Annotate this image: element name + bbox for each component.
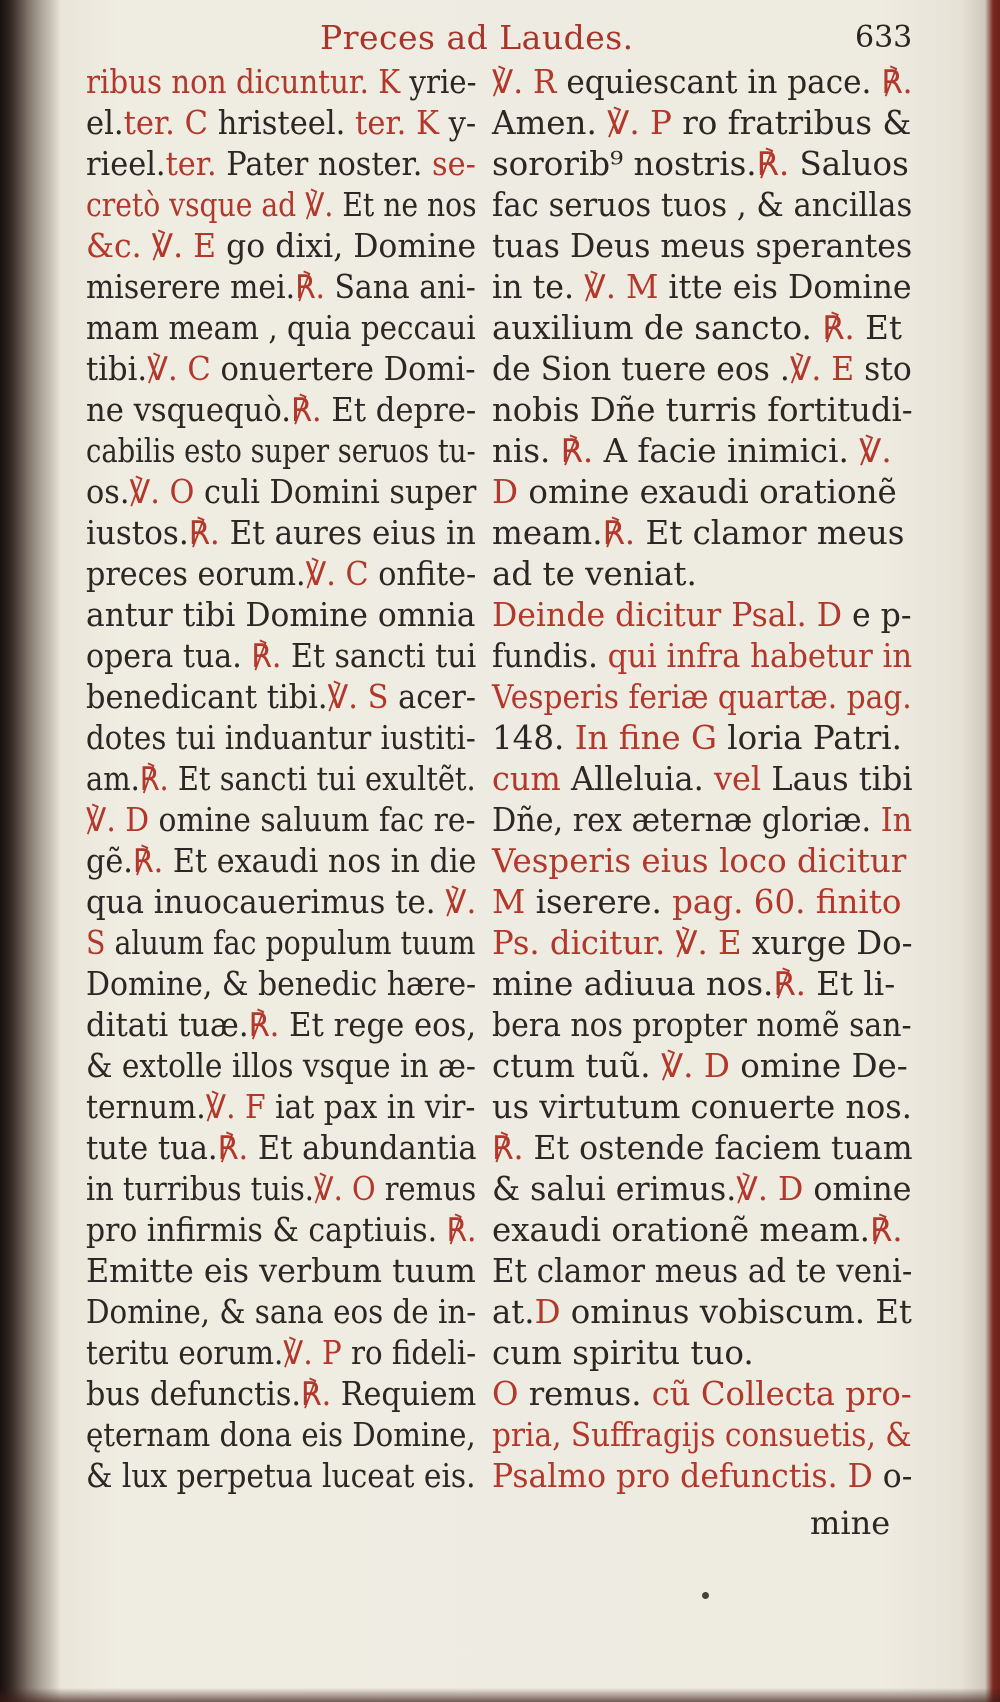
right-text-column (492, 62, 912, 1497)
text-line (492, 226, 913, 267)
text-line (86, 718, 476, 759)
body-text: onfite- (368, 555, 477, 593)
body-text: auxilium de sancto. (492, 309, 823, 347)
body-text: gẽ. (86, 842, 133, 880)
text-line (492, 1046, 912, 1087)
text-line (86, 882, 477, 923)
body-text: aluum fac populum tuum (105, 924, 476, 962)
text-line (86, 759, 476, 800)
body-text: cabilis esto super seruos tu- (86, 432, 476, 470)
rubric-text: ℟. (248, 1006, 280, 1044)
body-text: & extolle illos vsque in æ- (86, 1047, 476, 1085)
body-text: fac seruos tuos , & ancillas (492, 186, 913, 224)
body-text: ominus vobiscum. Et (560, 1293, 912, 1331)
rubric-text: K (416, 104, 439, 142)
rubric-text: ℣. O (313, 1170, 376, 1208)
rubric-text: ℣. C (305, 555, 369, 593)
text-line (86, 1210, 477, 1251)
text-line (86, 267, 476, 308)
text-line (86, 1169, 477, 1210)
rubric-text: O (492, 1375, 519, 1413)
text-line (492, 841, 912, 882)
body-text: sto (854, 350, 912, 388)
body-text: Laus tibi (761, 760, 913, 798)
text-line (492, 800, 913, 841)
body-text: tute tua. (86, 1129, 218, 1167)
text-line (492, 923, 913, 964)
rubric-text: cum (492, 760, 561, 798)
body-text: remus. (518, 1375, 642, 1413)
rubric-text: ℟. (756, 145, 790, 183)
text-line (492, 1333, 912, 1374)
text-line (86, 431, 476, 472)
body-text: dotes tui induantur iustiti- (86, 719, 476, 757)
text-line (86, 1333, 477, 1374)
ink-speck (702, 1592, 709, 1599)
text-line (492, 1005, 912, 1046)
body-text: 148. (492, 719, 575, 757)
body-text: sororib⁹ nostris. (492, 145, 757, 183)
body-text: y- (438, 104, 477, 142)
text-line (492, 1210, 912, 1251)
rubric-text: qui infra habetur in (607, 637, 913, 675)
text-line (86, 1046, 476, 1087)
rubric-text: ℟. (602, 514, 636, 552)
body-text: ternum. (86, 1088, 206, 1126)
body-text: rieel. (86, 145, 166, 183)
body-text: Et ostende faciem tuam (523, 1129, 913, 1167)
body-text: remus (375, 1170, 477, 1208)
body-text: mine adiuua nos. (492, 965, 774, 1003)
body-text: ditati tuæ. (86, 1006, 249, 1044)
rubric-text: ℣. R (492, 63, 557, 101)
rubric-text: se- (432, 145, 476, 183)
rubric-text: Vesperis feriæ quartæ. pag. (492, 678, 912, 716)
catchword: mine (810, 1504, 891, 1542)
body-text: pro infirmis & captiuis. (86, 1211, 447, 1249)
rubric-text: D (492, 473, 519, 511)
text-line (86, 1087, 476, 1128)
text-line (86, 390, 477, 431)
body-text: Et abundantia (248, 1129, 477, 1167)
body-text: omine saluum fac re- (149, 801, 476, 839)
body-text: am. (86, 760, 140, 798)
body-text: acer- (388, 678, 477, 716)
body-text: tuas Deus meus sperantes (492, 227, 913, 265)
body-text: ctum tuũ. (492, 1047, 661, 1085)
text-line (86, 103, 477, 144)
page-bottom-edge (0, 1688, 1000, 1702)
body-text: Domine, & benedic hære- (86, 965, 477, 1003)
text-line (492, 144, 912, 185)
body-text: Dñe, rex æternæ gloriæ. (492, 801, 881, 839)
text-line (86, 554, 477, 595)
body-text: hristeel. (207, 104, 356, 142)
body-text: bus defunctis. (86, 1375, 301, 1413)
rubric-text: In fine G (574, 719, 717, 757)
text-line (86, 595, 476, 636)
text-line (492, 1456, 913, 1497)
rubric-text: ℣. D (660, 1047, 730, 1085)
text-line (86, 62, 477, 103)
text-line (86, 226, 477, 267)
body-text: ro fratribus & (671, 104, 912, 142)
body-text: culi Domini super (194, 473, 477, 511)
body-text: exaudi orationẽ meam. (492, 1211, 870, 1249)
body-text: Et (854, 309, 902, 347)
text-line (492, 431, 912, 472)
body-text: opera tua. (86, 637, 252, 675)
body-text: Emitte eis verbum tuum (86, 1252, 476, 1290)
rubric-text: ℟. (881, 63, 913, 101)
body-text: benedicant tibi. (86, 678, 328, 716)
rubric-text: ℟. (300, 1375, 332, 1413)
body-text: nobis Dñe turris fortitudi- (492, 391, 913, 429)
rubric-text: ℟. (773, 965, 806, 1003)
body-text: Et rege eos, (279, 1006, 477, 1044)
body-text: yrie- (400, 63, 477, 101)
rubric-text: ℟. (188, 514, 220, 552)
rubric-text: ℟. (217, 1129, 249, 1167)
body-text: & salui erimus. (492, 1170, 737, 1208)
text-line (492, 1251, 913, 1292)
running-title: Preces ad Laudes. (320, 18, 634, 57)
body-text: iustos. (86, 514, 189, 552)
body-text: e p- (841, 596, 912, 634)
rubric-text: ℟. (822, 309, 855, 347)
body-text: Pater noster. (216, 145, 433, 183)
text-line (86, 349, 476, 390)
rubric-text: Ps. dicitur. ℣. E (492, 924, 742, 962)
body-text: Et ne nos (333, 186, 477, 224)
rubric-text: ribus non dicuntur. K (86, 63, 401, 101)
text-line (86, 144, 476, 185)
body-text: de Sion tuere eos . (492, 350, 790, 388)
text-line (492, 554, 912, 595)
body-text: os. (86, 473, 130, 511)
text-line (86, 1456, 476, 1497)
rubric-text: vel (713, 760, 762, 798)
body-text: Amen. (492, 104, 608, 142)
text-line (492, 390, 913, 431)
text-line (492, 1292, 910, 1333)
rubric-text: In (880, 801, 913, 839)
text-line (492, 677, 912, 718)
rubric-text: Deinde dicitur Psal. D (492, 596, 842, 634)
rubric-text: ℟. (139, 760, 169, 798)
text-line (492, 267, 912, 308)
body-text: Et exaudi nos in die (163, 842, 477, 880)
body-text: Et sancti tui exultẽt. (168, 760, 476, 798)
text-line (492, 1169, 912, 1210)
body-text: Sana ani- (325, 268, 476, 306)
text-line (492, 472, 912, 513)
text-line (492, 1128, 913, 1169)
rubric-text: ℟. (251, 637, 282, 675)
rubric-text: ℣. E (789, 350, 855, 388)
body-text: Alleluia. (560, 760, 714, 798)
body-text: go dixi, Domine (216, 227, 477, 265)
rubric-text: ℣. M (584, 268, 659, 306)
body-text: loria Patri. (716, 719, 902, 757)
text-line (492, 349, 912, 390)
text-line (86, 800, 476, 841)
text-line (492, 718, 912, 759)
text-line (492, 62, 913, 103)
rubric-text: ℟. (132, 842, 164, 880)
rubric-text: Vesperis eius loco dicitur (492, 842, 907, 880)
body-text: antur tibi Domine omnia (86, 596, 476, 634)
text-line (86, 1415, 476, 1456)
body-text: omine (803, 1170, 912, 1208)
rubric-text: ℣. C (147, 350, 211, 388)
text-line (492, 308, 912, 349)
rubric-text: &c. ℣. E (86, 227, 217, 265)
rubric-text: ℣. D (736, 1170, 804, 1208)
body-text: Et sancti tui (281, 637, 477, 675)
rubric-text: ℣. O (129, 473, 195, 511)
rubric-text: ℟. (869, 1211, 903, 1249)
text-line (492, 595, 912, 636)
rubric-text: ℣. P (607, 104, 672, 142)
left-text-column (86, 62, 476, 1497)
body-text: us virtutum conuerte nos. (492, 1088, 912, 1126)
text-line (492, 882, 912, 923)
body-text: miserere mei. (86, 268, 296, 306)
body-text: Et depre- (321, 391, 477, 429)
rubric-text: cũ Collecta pro- (641, 1375, 912, 1413)
rubric-text: ℟. (295, 268, 326, 306)
body-text: tibi. (86, 350, 148, 388)
body-text: meam. (492, 514, 603, 552)
rubric-text: D (534, 1293, 561, 1331)
rubric-text: M (492, 883, 526, 921)
rubric-text: ℣. D (86, 801, 150, 839)
body-text: ęternam dona eis Domine, (86, 1416, 476, 1454)
body-text: omine exaudi orationẽ (518, 473, 897, 511)
text-line (86, 1128, 477, 1169)
text-line (492, 964, 912, 1005)
body-text: Domine, & sana eos de in- (86, 1293, 477, 1331)
body-text: itte eis Domine (658, 268, 912, 306)
body-text: qua inuocauerimus te. (86, 883, 446, 921)
body-text: ad te veniat. (492, 555, 697, 593)
rubric-text: ℣. P (283, 1334, 342, 1372)
body-text: & lux perpetua luceat eis. (86, 1457, 476, 1495)
binding-gutter-shadow (0, 0, 62, 1702)
text-line (86, 308, 476, 349)
rubric-text: ℣. (859, 432, 892, 470)
rubric-text: C (184, 104, 208, 142)
body-text: mam meam , quia peccaui (86, 309, 476, 347)
body-text: bera nos propter nomẽ san- (492, 1006, 912, 1044)
body-text: xurge Do- (741, 924, 913, 962)
body-text: Saluos (789, 145, 909, 183)
rubric-text: ℟. (560, 432, 594, 470)
body-text: Et li- (805, 965, 896, 1003)
text-line (86, 1251, 476, 1292)
body-text: fundis. (492, 637, 608, 675)
rubric-text: Psalmo pro defunctis. D (492, 1457, 873, 1495)
text-line (86, 1005, 477, 1046)
text-line (492, 1087, 912, 1128)
text-line (86, 513, 476, 554)
page-number: 633 (855, 20, 913, 55)
text-line (86, 677, 477, 718)
body-text: o- (872, 1457, 913, 1495)
body-text: in turribus tuis. (86, 1170, 314, 1208)
body-text: Requiem (331, 1375, 477, 1413)
text-line (86, 472, 477, 513)
body-text: teritu eorum. (86, 1334, 284, 1372)
body-text: Et clamor meus ad te veni- (492, 1252, 913, 1290)
body-text: Et clamor meus (635, 514, 905, 552)
rubric-text: ℟. (446, 1211, 477, 1249)
body-text: onuertere Domi- (210, 350, 476, 388)
rubric-text: ℟. (492, 1129, 524, 1167)
body-text: iat pax in vir- (265, 1088, 476, 1126)
body-text: Et aures eius in (219, 514, 476, 552)
text-line (492, 185, 913, 226)
text-line (86, 923, 476, 964)
page-header (0, 14, 1000, 60)
rubric-text: ter. (165, 145, 217, 183)
rubric-text: ℟. (290, 391, 322, 429)
body-text: nis. (492, 432, 561, 470)
body-text: A facie inimici. (593, 432, 860, 470)
body-text: ro fideli- (341, 1334, 477, 1372)
rubric-text: pria, Suffragijs consuetis, & (492, 1416, 912, 1454)
rubric-text: ter. (355, 104, 417, 142)
text-line (492, 1374, 912, 1415)
text-line (86, 185, 477, 226)
body-text: in te. (492, 268, 585, 306)
body-text: el. (86, 104, 124, 142)
rubric-text: ℣. S (327, 678, 389, 716)
text-line (86, 964, 477, 1005)
rubric-text: ℣. (445, 883, 477, 921)
text-line (86, 1374, 477, 1415)
body-text: at. (492, 1293, 535, 1331)
rubric-text: pag. 60. finito (672, 883, 902, 921)
text-line (86, 636, 477, 677)
text-line (492, 1415, 912, 1456)
rubric-text: ℣. F (205, 1088, 266, 1126)
body-text: omine De- (729, 1047, 908, 1085)
rubric-text: ter. (123, 104, 185, 142)
body-text: cum spiritu tuo. (492, 1334, 754, 1372)
text-line (492, 103, 912, 144)
body-text: equiescant in pace. (556, 63, 882, 101)
body-text: ne vsquequò. (86, 391, 291, 429)
text-line (86, 841, 477, 882)
rubric-text: S (86, 924, 106, 962)
body-text: iserere. (525, 883, 673, 921)
text-line (86, 1292, 477, 1333)
text-line (492, 636, 913, 677)
text-line (492, 513, 912, 554)
body-text: preces eorum. (86, 555, 306, 593)
rubric-text: cretò vsque ad ℣. (86, 186, 334, 224)
text-line (492, 759, 913, 800)
